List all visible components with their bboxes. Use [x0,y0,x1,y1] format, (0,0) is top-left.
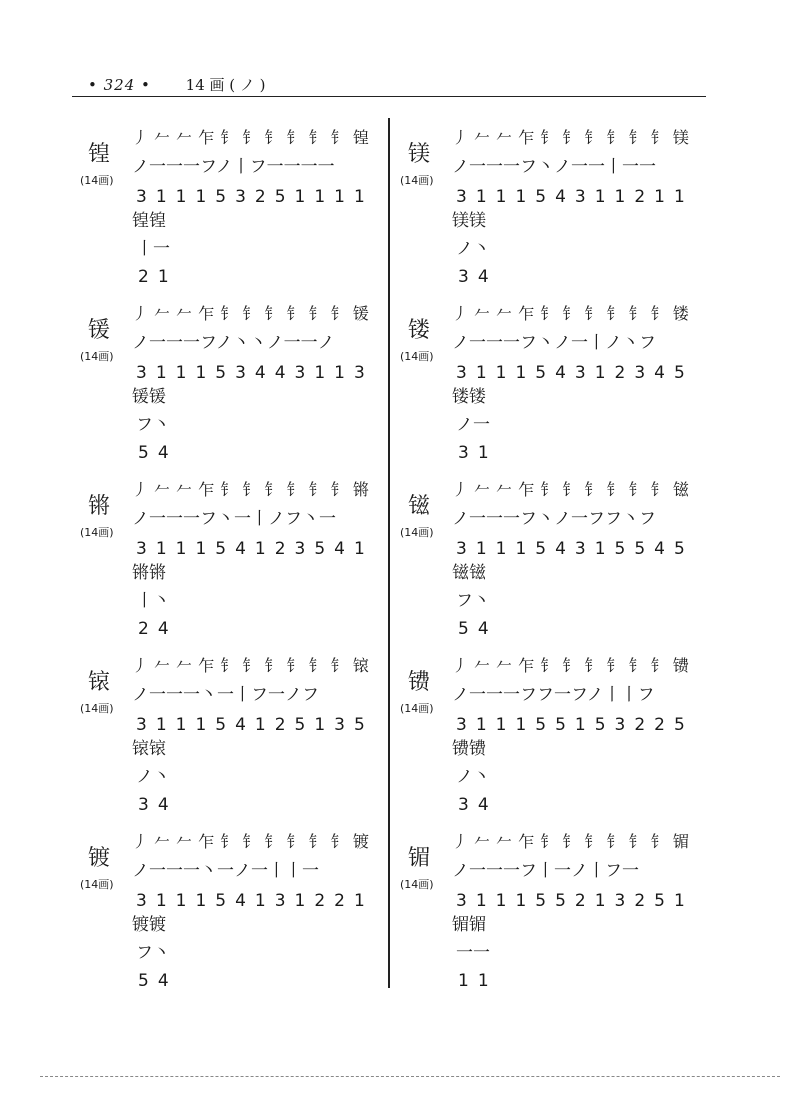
head-character: 锵 [88,494,111,519]
continuation-characters: 镂镂 [452,387,486,407]
stroke-sequence: ノ一一一フ丶ノ一フフ丶フ [452,509,656,529]
stroke-codes: 311155153225 [456,715,694,735]
stroke-sequence: ノ一一一丶一丨フ一ノフ [132,685,319,705]
dictionary-entry [398,832,698,1008]
continuation-characters: 锵锵 [132,563,166,583]
continuation-strokes: フ丶 [456,591,490,611]
stroke-count: (14画) [80,878,114,891]
dictionary-entry [78,656,378,832]
continuation-codes: 54 [138,443,178,463]
dictionary-entry [78,304,378,480]
page-header [88,74,708,96]
continuation-strokes: 一一 [456,943,490,963]
stroke-codes: 311154123541 [136,539,374,559]
continuation-strokes: ノ丶 [456,239,490,259]
stroke-count: (14画) [400,174,434,187]
head-character: 镅 [408,846,431,871]
continuation-characters: 锿锿 [132,739,166,759]
stroke-sequence: ノ一一一フ丶ノ一丨ノ丶フ [452,333,656,353]
stroke-sequence: ノ一一一フフ一フノ丨丨フ [452,685,655,705]
stroke-sequence: ノ一一一フノ丨フ一一一一 [132,157,335,177]
page-number: • 324 • [88,76,151,94]
stroke-sequence: ノ一一一フ丶一丨ノフ丶一 [132,509,336,529]
continuation-strokes: 丨一 [136,239,170,259]
dictionary-entry [398,304,698,480]
stroke-count: (14画) [80,350,114,363]
continuation-characters: 镁镁 [452,211,486,231]
stroke-count: (14画) [400,702,434,715]
continuation-strokes: フ丶 [136,415,170,435]
continuation-characters: 镃镃 [452,563,486,583]
head-character: 镃 [408,494,431,519]
continuation-strokes: ノ丶 [456,767,490,787]
continuation-codes: 34 [458,795,498,815]
continuation-characters: 锽锽 [132,211,166,231]
footer-rule [40,1076,780,1077]
right-column [398,128,698,1008]
continuation-strokes: ノ一 [456,415,490,435]
stroke-progression: 丿 𠂉 𠂉 乍 钅 钅 钅 钅 钅 钅 锽 [132,128,370,147]
stroke-progression: 丿 𠂉 𠂉 乍 钅 钅 钅 钅 钅 钅 镅 [452,832,690,851]
continuation-strokes: フ丶 [136,943,170,963]
stroke-codes: 311154131221 [136,891,374,911]
continuation-codes: 34 [458,267,498,287]
continuation-characters: 锾锾 [132,387,166,407]
stroke-count: (14画) [80,174,114,187]
head-character: 锾 [88,318,111,343]
head-character: 锿 [88,670,111,695]
continuation-characters: 镅镅 [452,915,486,935]
head-character: 镀 [88,846,111,871]
stroke-codes: 311154312345 [456,363,694,383]
stroke-count: (14画) [400,878,434,891]
stroke-progression: 丿 𠂉 𠂉 乍 钅 钅 钅 钅 钅 钅 锿 [132,656,370,675]
dictionary-entry [78,128,378,304]
continuation-codes: 54 [458,619,498,639]
stroke-progression: 丿 𠂉 𠂉 乍 钅 钅 钅 钅 钅 钅 镂 [452,304,690,323]
stroke-count: (14画) [80,702,114,715]
head-character: 镁 [408,142,431,167]
column-divider [388,118,390,988]
dictionary-entry [398,128,698,304]
stroke-progression: 丿 𠂉 𠂉 乍 钅 钅 钅 钅 钅 钅 锵 [132,480,370,499]
stroke-count: (14画) [400,350,434,363]
continuation-characters: 镀镀 [132,915,166,935]
stroke-progression: 丿 𠂉 𠂉 乍 钅 钅 钅 钅 钅 钅 镃 [452,480,690,499]
continuation-codes: 24 [138,619,178,639]
head-character: 镂 [408,318,431,343]
stroke-codes: 311153251111 [136,187,374,207]
dictionary-entry [398,480,698,656]
stroke-progression: 丿 𠂉 𠂉 乍 钅 钅 钅 钅 钅 钅 镄 [452,656,690,675]
stroke-codes: 311153443113 [136,363,374,383]
continuation-strokes: 丨丶 [136,591,170,611]
stroke-codes: 311154315545 [456,539,694,559]
header-rule [72,96,706,97]
head-character: 锽 [88,142,111,167]
stroke-progression: 丿 𠂉 𠂉 乍 钅 钅 钅 钅 钅 钅 镁 [452,128,690,147]
stroke-codes: 311155213251 [456,891,694,911]
continuation-codes: 11 [458,971,498,991]
stroke-sequence: ノ一一一フ丶ノ一一丨一一 [452,157,656,177]
section-title: 14 画 ( ノ ) [185,76,266,94]
head-character: 镄 [408,670,431,695]
continuation-characters: 镄镄 [452,739,486,759]
stroke-progression: 丿 𠂉 𠂉 乍 钅 钅 钅 钅 钅 钅 镀 [132,832,370,851]
dictionary-entry [398,656,698,832]
continuation-codes: 54 [138,971,178,991]
stroke-codes: 311154311211 [456,187,694,207]
stroke-sequence: ノ一一一フ丨一ノ丨フ一 [452,861,639,881]
stroke-codes: 311154125135 [136,715,374,735]
dictionary-entry [78,480,378,656]
dictionary-entry [78,832,378,1008]
stroke-sequence: ノ一一一フノ丶丶ノ一一ノ [132,333,335,353]
continuation-codes: 31 [458,443,498,463]
stroke-sequence: ノ一一一丶一ノ一丨丨一 [132,861,319,881]
continuation-codes: 21 [138,267,178,287]
stroke-progression: 丿 𠂉 𠂉 乍 钅 钅 钅 钅 钅 钅 锾 [132,304,370,323]
stroke-count: (14画) [400,526,434,539]
continuation-codes: 34 [138,795,178,815]
left-column [78,128,378,1008]
continuation-strokes: ノ丶 [136,767,170,787]
stroke-count: (14画) [80,526,114,539]
